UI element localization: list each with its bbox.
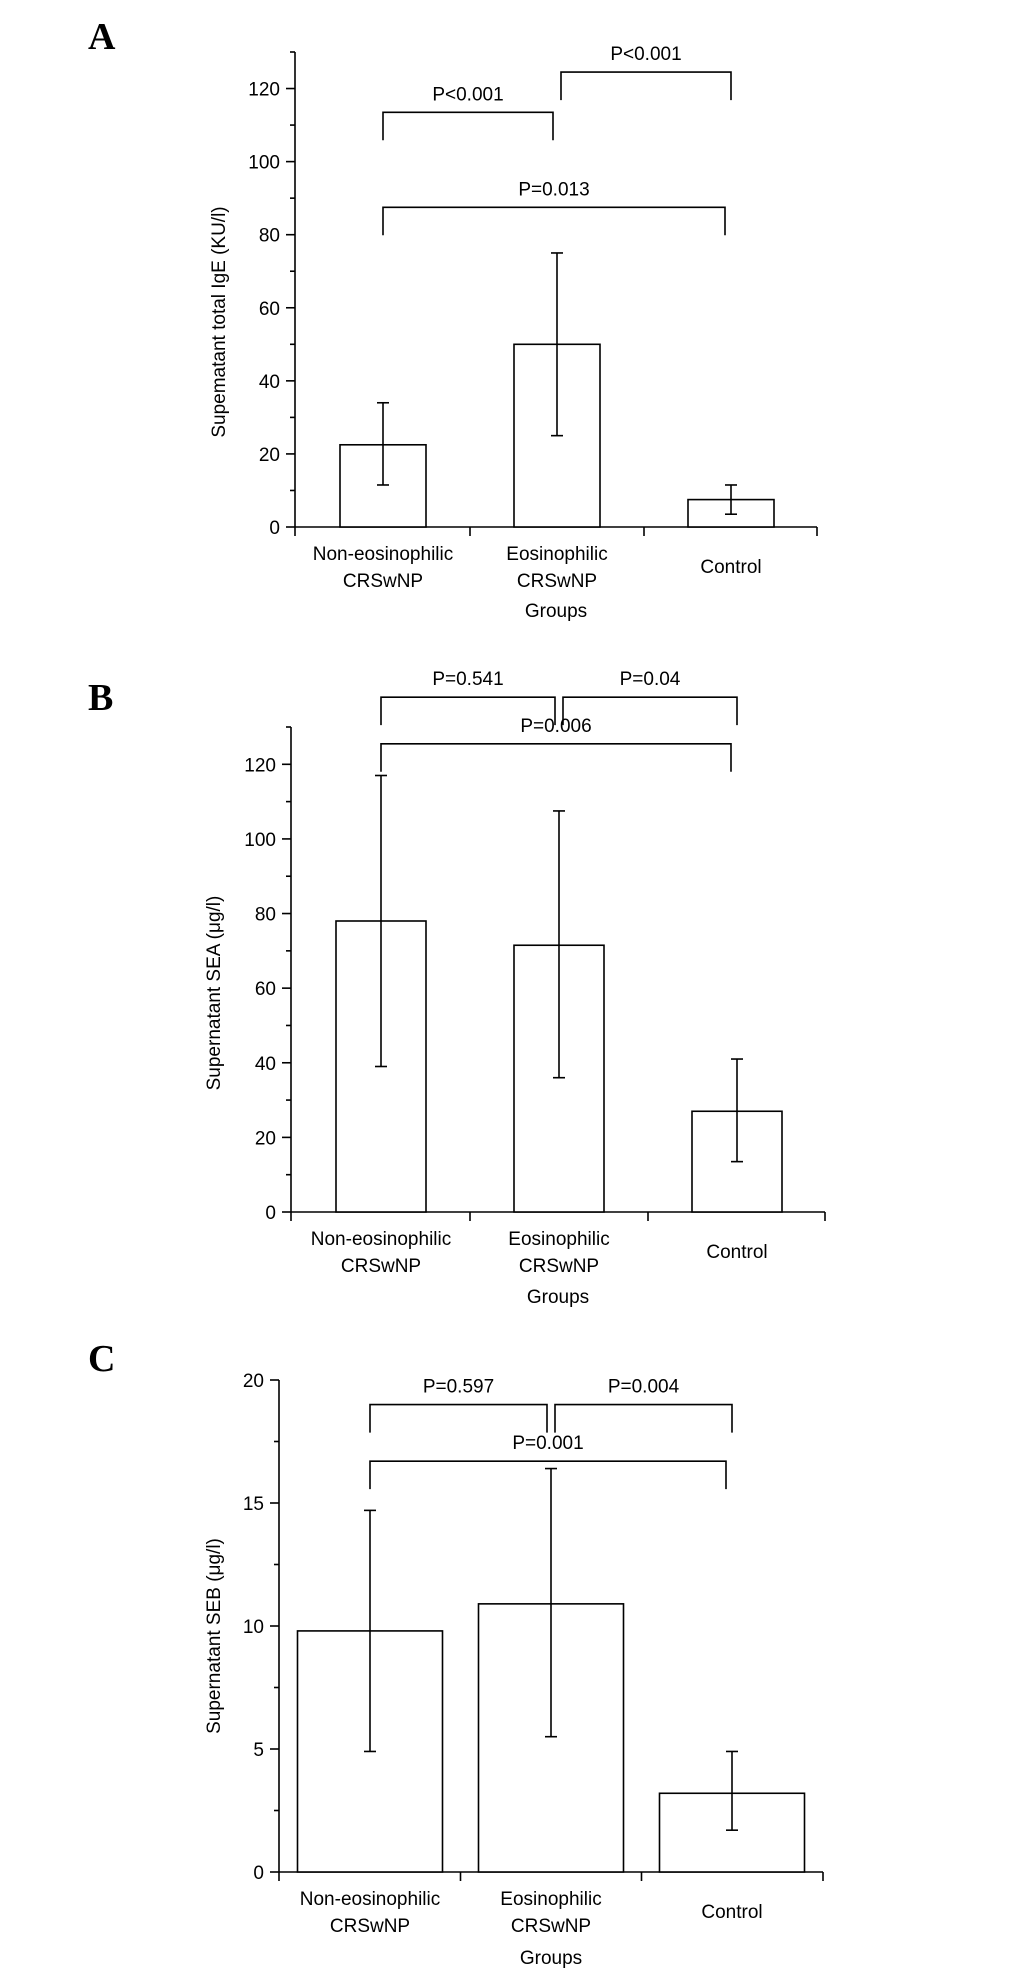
y-tick-label: 20 (242, 1371, 264, 1392)
panel-letter-a: A (88, 16, 116, 58)
x-axis-title: Groups (526, 1287, 590, 1308)
p-value-label: P<0.001 (432, 84, 504, 106)
x-axis-title: Groups (519, 1948, 583, 1969)
p-value-label: P=0.006 (520, 715, 592, 737)
significance-bracket (370, 1461, 726, 1489)
y-tick-label: 0 (265, 1203, 276, 1224)
chart-a-svg (0, 0, 1033, 661)
category-label: Control (701, 1902, 763, 1923)
y-axis-title: Supematant total IgE (KU/l) (209, 206, 230, 438)
y-axis-title: Supernatant SEB (μg/l) (204, 1538, 225, 1734)
p-value-label: P<0.001 (610, 44, 682, 66)
significance-bracket (370, 1405, 547, 1433)
category-label: Eosinophilic (508, 1229, 610, 1250)
significance-bracket (383, 112, 553, 140)
y-tick-label: 0 (269, 518, 280, 539)
category-label: Non-eosinophilic (310, 1229, 452, 1250)
y-tick-label: 120 (248, 79, 280, 101)
p-value-label: P=0.001 (512, 1433, 584, 1455)
p-value-label: P=0.04 (619, 669, 681, 691)
y-tick-label: 40 (254, 1053, 276, 1075)
y-tick-label: 20 (258, 444, 280, 466)
chart-panel-c (0, 1322, 1033, 1983)
category-label: Eosinophilic (506, 544, 608, 565)
significance-bracket (381, 744, 731, 772)
p-value-label: P=0.597 (422, 1376, 495, 1398)
category-label: CRSwNP (329, 1916, 411, 1937)
y-tick-label: 40 (258, 371, 280, 393)
category-label: CRSwNP (510, 1916, 592, 1937)
chart-panel-a (0, 0, 1033, 661)
p-value-label: P=0.013 (518, 179, 590, 201)
p-value-label: P=0.004 (607, 1376, 680, 1398)
y-tick-label: 100 (244, 829, 276, 851)
y-axis-title: Supernatant SEA (μg/l) (204, 895, 225, 1091)
significance-bracket (555, 1405, 732, 1433)
category-label: Eosinophilic (500, 1889, 602, 1910)
chart-c-svg (0, 1322, 1033, 1983)
chart-panel-b (0, 661, 1033, 1322)
y-tick-label: 60 (254, 979, 276, 1001)
y-tick-label: 0 (253, 1863, 264, 1884)
y-tick-label: 120 (244, 755, 276, 777)
y-tick-label: 80 (258, 225, 280, 247)
y-tick-label: 20 (254, 1128, 276, 1150)
panel-letter-c: C (88, 1338, 116, 1380)
significance-bracket (561, 72, 731, 100)
x-axis-title: Groups (524, 601, 588, 622)
category-label: Control (700, 557, 762, 578)
category-label: Non-eosinophilic (312, 544, 454, 565)
y-tick-label: 15 (242, 1494, 264, 1515)
panel-letter-b: B (88, 677, 114, 719)
significance-bracket (383, 207, 725, 235)
category-label: CRSwNP (516, 571, 598, 592)
category-label: Control (706, 1242, 768, 1263)
y-tick-label: 10 (242, 1617, 264, 1638)
y-tick-label: 80 (254, 904, 276, 926)
y-tick-label: 60 (258, 298, 280, 320)
y-tick-label: 100 (248, 152, 280, 174)
p-value-label: P=0.541 (432, 669, 504, 691)
category-label: CRSwNP (518, 1256, 600, 1277)
y-tick-label: 5 (253, 1740, 264, 1761)
category-label: CRSwNP (342, 571, 424, 592)
category-label: CRSwNP (340, 1256, 422, 1277)
chart-b-svg (0, 661, 1033, 1322)
category-label: Non-eosinophilic (299, 1889, 441, 1910)
